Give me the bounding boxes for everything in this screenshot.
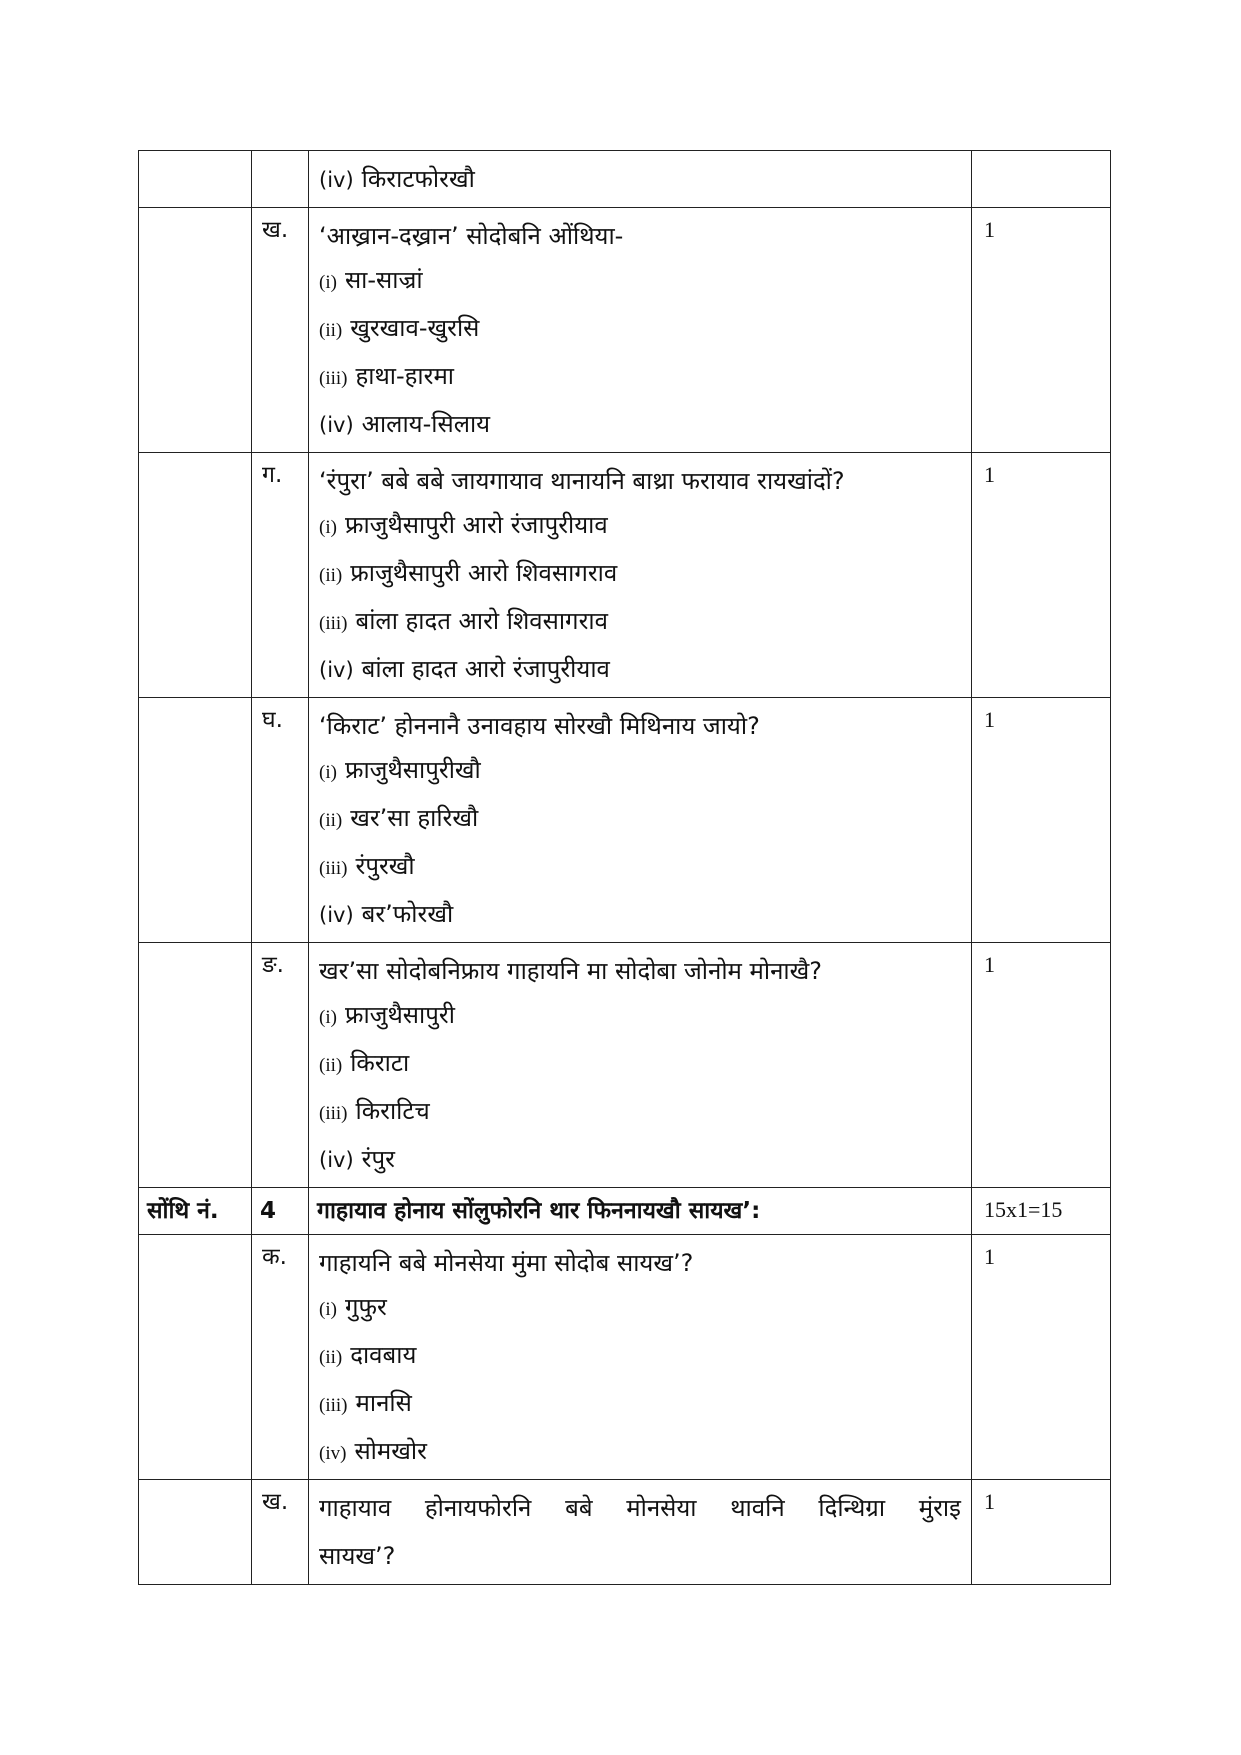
question-number-cell	[252, 1480, 309, 1585]
question-row	[139, 1480, 1111, 1585]
question-number-cell	[252, 1235, 309, 1480]
option-item	[319, 404, 961, 452]
option-item	[319, 260, 961, 308]
option-numeral: (iii)	[319, 368, 348, 389]
question-text: ‘किराट’ होननानै उनावहाय सोरखौ मिथिनाय जायो?	[319, 712, 760, 740]
option-item	[319, 601, 961, 649]
question-text: ‘आख्रान-दख्रान’ सोदोबनि ओंथिया-	[319, 222, 624, 250]
question-content-cell	[309, 151, 972, 208]
section-header-row	[139, 1188, 1111, 1235]
marks-cell	[972, 453, 1111, 698]
question-word: थावनि	[730, 1494, 785, 1522]
option-numeral: (iii)	[319, 613, 348, 634]
question-content	[309, 208, 971, 452]
option-item	[319, 1287, 961, 1335]
question-table	[138, 150, 1111, 1585]
option-numeral: (iv)	[319, 168, 354, 192]
option-numeral: (iii)	[319, 1395, 348, 1416]
question-row	[139, 453, 1111, 698]
option-item	[319, 798, 961, 846]
question-number: घ.	[262, 707, 283, 733]
question-text: खर’सा सोदोबनिफ्राय गाहायनि मा सोदोबा जोनोम मोनाखै?	[319, 957, 822, 985]
option-text: हाथा-हारमा	[355, 362, 455, 390]
question-word: मोनसेया	[626, 1494, 697, 1522]
option-numeral: (ii)	[319, 320, 343, 341]
section-cell	[139, 151, 252, 208]
option-text: बर’फोरखौ	[361, 900, 454, 928]
section-marks: 15x1=15	[984, 1197, 1063, 1222]
section-cell	[139, 1235, 252, 1480]
marks-value: 1	[984, 1244, 995, 1269]
option-item	[319, 1335, 961, 1383]
option-text: खर’सा हारिखौ	[350, 804, 479, 832]
question-row	[139, 151, 1111, 208]
option-text: मानसि	[355, 1389, 412, 1417]
option-numeral: (ii)	[319, 810, 343, 831]
question-number: ख.	[262, 1489, 289, 1515]
section-cell	[139, 1480, 252, 1585]
option-item	[319, 1091, 961, 1139]
question-content-cell	[309, 453, 972, 698]
option-numeral: (iv)	[319, 903, 354, 927]
option-item	[319, 995, 961, 1043]
option-item	[319, 1431, 961, 1479]
option-text: किराटा	[350, 1049, 410, 1077]
option-numeral: (iv)	[319, 1148, 354, 1172]
question-word: होनायफोरनि	[424, 1494, 532, 1522]
marks-cell	[972, 698, 1111, 943]
option-text: सा-साज्रां	[344, 266, 423, 294]
section-number: 4	[260, 1198, 277, 1224]
option-text: सोमखोर	[354, 1437, 427, 1465]
question-table-body	[139, 151, 1111, 1585]
option-item	[319, 1139, 961, 1187]
option-numeral: (i)	[319, 1299, 337, 1320]
marks-value: 1	[984, 1489, 995, 1514]
section-instruction-cell	[309, 1188, 972, 1235]
question-content	[309, 453, 971, 697]
section-marks-cell	[972, 1188, 1111, 1235]
question-number-cell	[252, 698, 309, 943]
option-text: फ्राजुथैसापुरी आरो रंजापुरीयाव	[344, 511, 608, 539]
marks-cell	[972, 208, 1111, 453]
marks-cell	[972, 1235, 1111, 1480]
question-text: ‘रंपुरा’ बबे बबे जायगायाव थानायनि बाथ्रा फरायाव रायखांदों?	[319, 467, 845, 495]
question-number-cell	[252, 208, 309, 453]
question-text: गाहायनि बबे मोनसेया मुंमा सोदोब सायख’?	[319, 1249, 694, 1277]
option-text: रंपुरखौ	[355, 852, 415, 880]
question-word: दिन्थिग्रा	[818, 1494, 886, 1522]
option-text: आलाय-सिलाय	[361, 410, 491, 438]
question-content	[309, 698, 971, 942]
option-item	[319, 356, 961, 404]
section-instruction: गाहायाव होनाय सोंलुफोरनि थार फिननायखौ सायख’:	[317, 1198, 761, 1224]
question-number: ङ.	[262, 952, 284, 978]
question-content-cell	[309, 1235, 972, 1480]
option-text: खुरखाव-खुरसि	[350, 314, 480, 342]
option-numeral: (iii)	[319, 858, 348, 879]
marks-cell	[972, 151, 1111, 208]
option-text: फ्राजुथैसापुरी	[344, 1001, 455, 1029]
question-row	[139, 698, 1111, 943]
option-item	[319, 1043, 961, 1091]
option-text: किराटिच	[355, 1097, 430, 1125]
marks-cell	[972, 943, 1111, 1188]
question-content	[309, 151, 971, 207]
option-numeral: (iv)	[319, 1443, 347, 1464]
marks-value: 1	[984, 707, 995, 732]
option-numeral: (i)	[319, 1007, 337, 1028]
question-word: गाहायाव	[319, 1494, 392, 1522]
section-cell	[139, 453, 252, 698]
marks-value: 1	[984, 952, 995, 977]
question-word: बबे	[565, 1494, 593, 1522]
question-text-continued: सायख’?	[319, 1542, 396, 1570]
question-content	[309, 1235, 971, 1479]
option-text: बांला हादत आरो शिवसागराव	[355, 607, 608, 635]
marks-value: 1	[984, 462, 995, 487]
option-item	[319, 649, 961, 697]
question-content-cell	[309, 1480, 972, 1585]
question-row	[139, 208, 1111, 453]
question-text	[319, 1488, 961, 1536]
option-numeral: (ii)	[319, 1055, 343, 1076]
option-numeral: (i)	[319, 762, 337, 783]
option-numeral: (iii)	[319, 1103, 348, 1124]
option-numeral: (iv)	[319, 658, 354, 682]
question-content	[309, 943, 971, 1187]
option-numeral: (ii)	[319, 565, 343, 586]
question-content	[309, 1480, 971, 1584]
question-number-cell	[252, 453, 309, 698]
section-label-cell	[139, 1188, 252, 1235]
option-numeral: (iv)	[319, 413, 354, 437]
option-item	[319, 894, 961, 942]
question-number: ख.	[262, 217, 289, 243]
option-text: किराटफोरखौ	[361, 165, 475, 193]
option-numeral: (ii)	[319, 1347, 343, 1368]
question-content-cell	[309, 698, 972, 943]
marks-value	[972, 151, 1110, 161]
option-text: बांला हादत आरो रंजापुरीयाव	[361, 655, 610, 683]
option-numeral: (i)	[319, 517, 337, 538]
section-cell	[139, 698, 252, 943]
option-item	[319, 750, 961, 798]
option-text: गुफुर	[344, 1293, 387, 1321]
question-number	[252, 151, 308, 159]
section-number-cell	[252, 1188, 309, 1235]
question-number: ग.	[262, 462, 283, 488]
section-cell	[139, 943, 252, 1188]
option-item	[319, 505, 961, 553]
question-content-cell	[309, 208, 972, 453]
option-item	[319, 308, 961, 356]
option-item	[319, 553, 961, 601]
section-label: सोंथि नं.	[147, 1198, 219, 1224]
question-row	[139, 1235, 1111, 1480]
question-number-cell	[252, 943, 309, 1188]
marks-value: 1	[984, 217, 995, 242]
option-text: दावबाय	[350, 1341, 417, 1369]
question-number: क.	[262, 1244, 287, 1270]
option-numeral: (i)	[319, 272, 337, 293]
option-item	[319, 846, 961, 894]
option-text: फ्राजुथैसापुरीखौ	[344, 756, 481, 784]
question-content-cell	[309, 943, 972, 1188]
option-text: रंपुर	[361, 1145, 395, 1173]
section-cell	[139, 208, 252, 453]
marks-cell	[972, 1480, 1111, 1585]
question-number-cell	[252, 151, 309, 208]
question-word: मुंराइ	[918, 1494, 961, 1522]
option-item	[319, 159, 961, 207]
question-row	[139, 943, 1111, 1188]
option-item	[319, 1383, 961, 1431]
option-text: फ्राजुथैसापुरी आरो शिवसागराव	[350, 559, 618, 587]
